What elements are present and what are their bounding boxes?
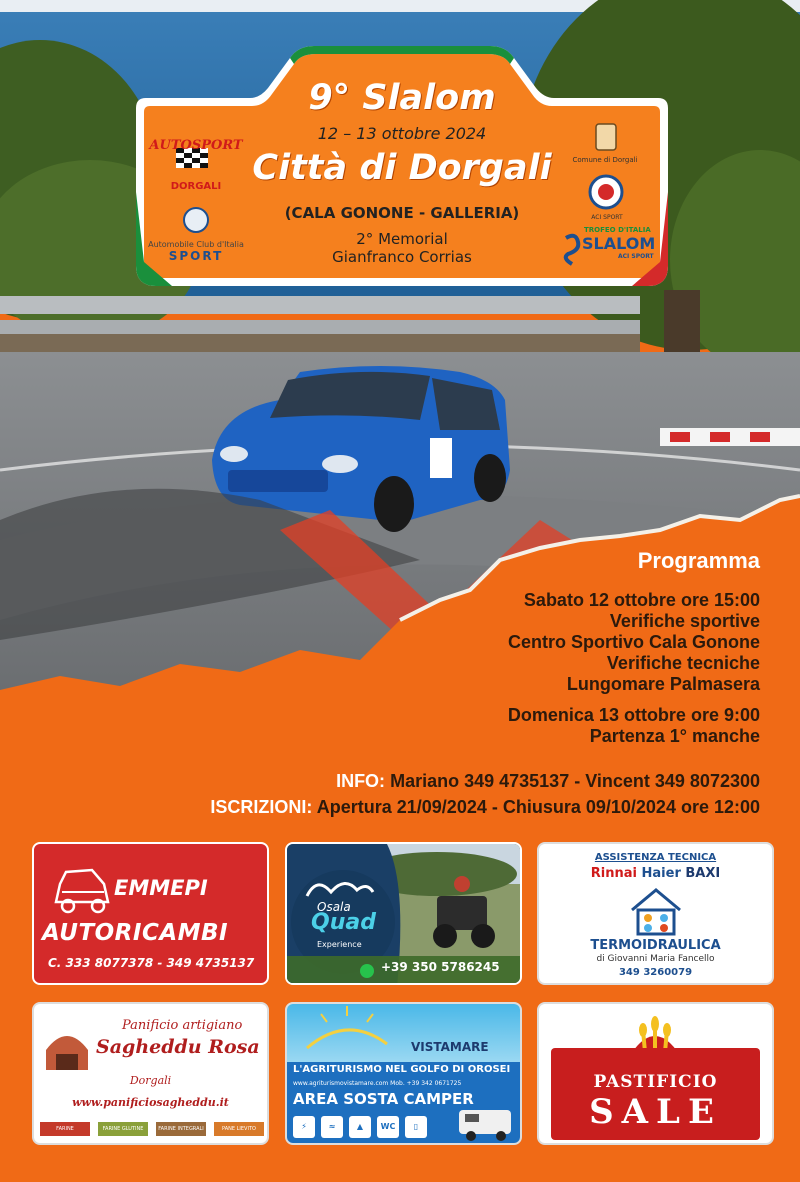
program-line: Centro Sportivo Cala Gonone — [507, 632, 760, 652]
panificio-tag: PANE LIEVITO MADRE — [214, 1122, 264, 1136]
event-badge-text — [132, 42, 672, 290]
autosport-logo-bottom: DORGALI — [170, 181, 222, 192]
sponsor-emmepi — [32, 842, 269, 985]
panificio-label: Panificio artigiano — [122, 1018, 243, 1033]
autosport-logo — [146, 138, 246, 208]
osala-phone: +39 350 5786245 — [381, 960, 500, 974]
vistamare-tagline: L'AGRITURISMO NEL GOLFO DI OROSEI — [293, 1064, 511, 1075]
info-label: INFO: — [336, 771, 386, 791]
program-title: Programma — [637, 548, 760, 573]
iscrizioni-value: Apertura 21/09/2024 - Chiusura 09/10/2024 ore 12:00 — [316, 797, 760, 817]
event-location: (CALA GONONE - GALLERIA) — [284, 204, 520, 222]
info-section — [210, 768, 760, 820]
termo-brands — [539, 866, 772, 881]
brand-rinnai: Rinnai — [590, 866, 637, 881]
trofeo-logo-bottom: ACI SPORT — [618, 253, 654, 260]
trofeo-logo — [560, 226, 660, 266]
program-line: Domenica 13 ottobre ore 9:00 — [507, 705, 760, 725]
sponsor-termoidraulica — [537, 842, 774, 985]
termo-assistenza: ASSISTENZA TECNICA — [594, 852, 717, 863]
memorial-line1: 2° Memorial — [356, 230, 448, 248]
event-dates: 12 – 13 ottobre 2024 — [317, 124, 487, 143]
comune-logo-label: Comune di Dorgali — [572, 156, 638, 164]
program-line: Sabato 12 ottobre ore 15:00 — [523, 590, 760, 610]
water-icon: ≈ — [321, 1116, 343, 1138]
panificio-tag: FARINE INTEGRALI — [156, 1122, 206, 1136]
panificio-town: Dorgali — [129, 1074, 172, 1087]
bread-oven-icon — [42, 1026, 92, 1076]
termo-owner: di Giovanni Maria Fancello — [596, 954, 715, 964]
panificio-tag: FARINE TRADIZIONALI — [40, 1122, 90, 1136]
sale-name: SALE — [589, 1092, 722, 1132]
event-title: 9° Slalom — [308, 78, 496, 118]
tent-icon: ▲ — [349, 1116, 371, 1138]
aci-logo — [146, 210, 246, 270]
sponsor-pastificio-sale — [537, 1002, 774, 1145]
aci-logo-bottom: SPORT — [168, 249, 224, 263]
power-icon: ⚡ — [293, 1116, 315, 1138]
vistamare-name: VISTAMARE — [411, 1040, 489, 1054]
comune-logo — [560, 122, 650, 172]
program-section — [40, 548, 760, 747]
panificio-tag: FARINE GLUTINE — [98, 1122, 148, 1136]
program-line: Lungomare Palmasera — [566, 674, 760, 694]
emmepi-name: EMMEPI — [114, 876, 208, 900]
car-icon — [52, 862, 112, 918]
info-line — [210, 768, 760, 794]
sale-box — [551, 1048, 760, 1140]
aci-sport-logo — [572, 174, 642, 226]
panificio-tags — [40, 1122, 265, 1145]
quad-subtitle: Experience — [317, 940, 362, 949]
event-city: Città di Dorgali — [252, 148, 552, 188]
camper-icon — [457, 1102, 517, 1142]
vistamare-icons — [293, 1116, 473, 1138]
brand-baxi: BAXI — [685, 866, 721, 881]
sponsor-panificio — [32, 1002, 269, 1145]
trofeo-logo-main: SLALOM — [582, 234, 656, 253]
aci-logo-top: Automobile Club d'Italia — [148, 240, 244, 249]
termo-name: TERMOIDRAULICA — [590, 938, 721, 953]
termo-phone: 349 3260079 — [618, 967, 693, 978]
vistamare-camper: AREA SOSTA CAMPER — [293, 1090, 474, 1108]
quad-name: Quad — [311, 910, 376, 935]
shower-icon: ▯ — [405, 1116, 427, 1138]
program-line: Verifiche sportive — [609, 611, 760, 631]
emmepi-type: AUTORICAMBI — [42, 920, 229, 946]
program-line: Partenza 1° manche — [589, 726, 760, 746]
memorial-line2: Gianfranco Corrias — [332, 248, 472, 266]
sponsor-vistamare — [285, 1002, 522, 1145]
emmepi-phone: C. 333 8077378 - 349 4735137 — [48, 956, 255, 970]
house-icon — [626, 886, 686, 936]
pastificio-label: PASTIFICIO — [593, 1072, 718, 1092]
info-value: Mariano 349 4735137 - Vincent 349 8072300 — [390, 771, 760, 791]
brand-haier: Haier — [641, 866, 681, 881]
osala-name: Osala — [317, 900, 351, 914]
panificio-name: Sagheddu Rosa — [96, 1036, 260, 1058]
aci-sport-logo-label: ACI SPORT — [591, 214, 623, 221]
wc-icon: WC — [377, 1116, 399, 1138]
trofeo-logo-top: TROFEO D'ITALIA — [584, 226, 651, 234]
autosport-logo-top: AUTOSPORT — [149, 138, 243, 153]
iscrizioni-label: ISCRIZIONI: — [210, 797, 313, 817]
sponsor-osala-quad — [285, 842, 522, 985]
program-line: Verifiche tecniche — [606, 653, 760, 673]
iscrizioni-line — [210, 794, 760, 820]
vistamare-contacts: www.agriturismovistamare.com Mob. +39 342 0671725 — [293, 1080, 462, 1087]
panificio-website[interactable]: www.panificiosagheddu.it — [72, 1096, 229, 1109]
